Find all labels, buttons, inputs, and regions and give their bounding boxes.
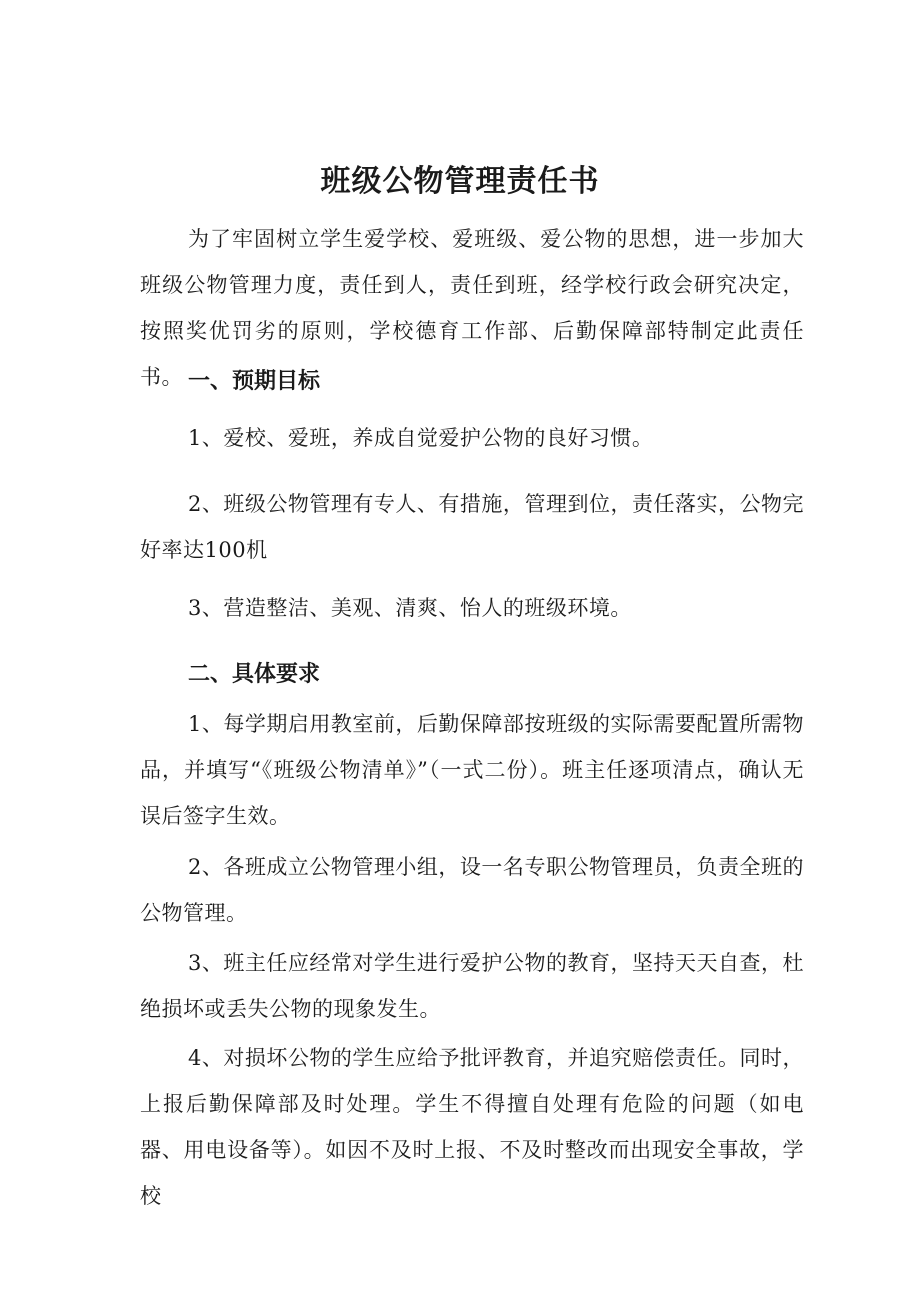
goal-item-2: 2、班级公物管理有专人、有措施，管理到位，责任落实，公物完好率达100机 [140,492,804,562]
intro-paragraph: 为了牢固树立学生爱学校、爱班级、爱公物的思想，进一步加大班级公物管理力度，责任到人，责任到班，经学校行政会研究决定，按照奖优罚劣的原则，学校德育工作部、后勤保障部特制定此责任书。 [140,227,804,389]
document-title: 班级公物管理责任书 [320,164,600,200]
section-heading-requirements: 二、具体要求 [188,662,321,687]
section-heading-goals: 一、预期目标 [188,369,321,394]
goal-item-1: 1、爱校、爱班，养成自觉爱护公物的良好习惯。 [188,426,654,450]
requirement-item-1: 1、每学期启用教室前，后勤保障部按班级的实际需要配置所需物品，并填写“《班级公物清单》”（一式二份）。班主任逐项清点，确认无误后签字生效。 [140,712,804,828]
requirement-item-2: 2、各班成立公物管理小组，设一名专职公物管理员，负责全班的公物管理。 [140,855,804,925]
goal-item-3: 3、营造整洁、美观、清爽、怡人的班级环境。 [188,596,632,620]
requirement-item-3: 3、班主任应经常对学生进行爱护公物的教育，坚持天天自查，杜绝损坏或丢失公物的现象发生。 [140,951,804,1021]
requirement-item-4: 4、对损坏公物的学生应给予批评教育，并追究赔偿责任。同时，上报后勤保障部及时处理。学生不得擅自处理有危险的问题（如电器、用电设备等）。如因不及时上报、不及时整改而出现安全事故，学校 [140,1046,804,1208]
